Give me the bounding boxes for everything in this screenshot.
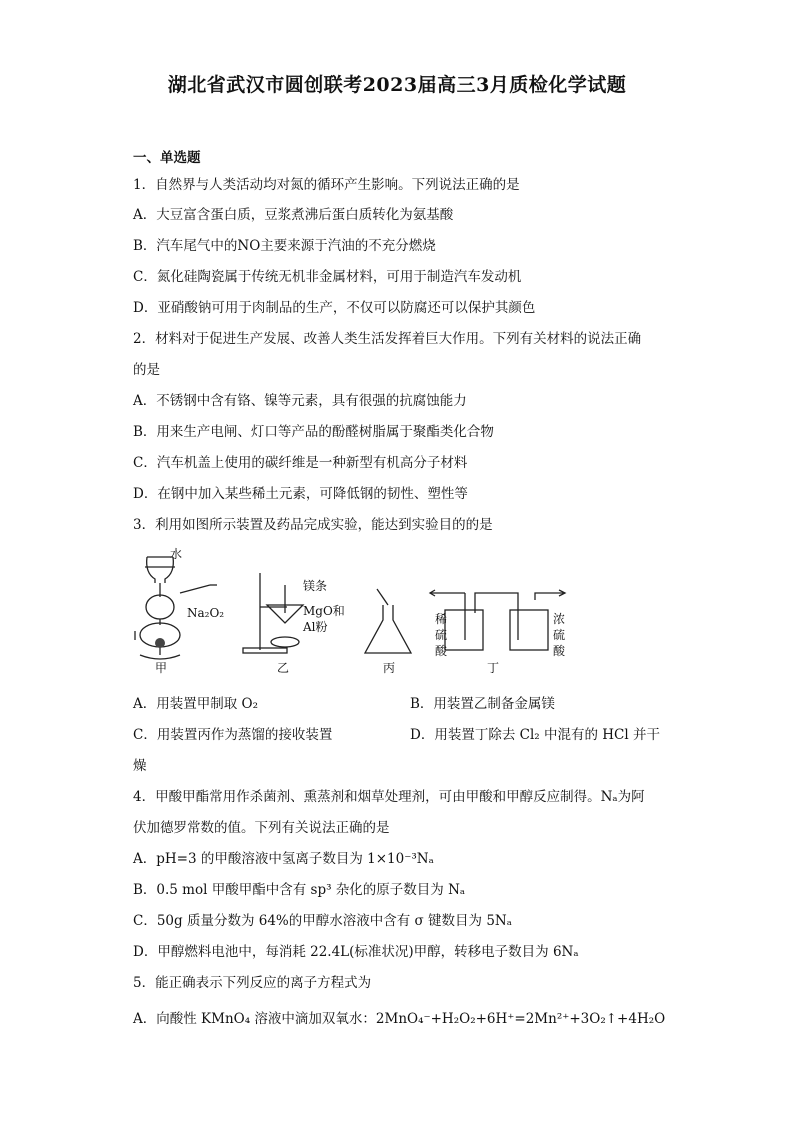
q4-stem-line2: 伏加德罗常数的值。下列有关说法正确的是 bbox=[133, 820, 390, 836]
q2-option-c: C．汽车机盖上使用的碳纤维是一种新型有机高分子材料 bbox=[133, 455, 468, 471]
q3-option-a: A．用装置甲制取 O₂ bbox=[133, 696, 259, 712]
label-ding: 丁 bbox=[487, 661, 500, 675]
label-yi: 乙 bbox=[277, 661, 290, 675]
apparatus-figure bbox=[125, 545, 585, 680]
label-water: 水 bbox=[170, 547, 183, 561]
q2-option-b: B．用来生产电闸、灯口等产品的酚醛树脂属于聚酯类化合物 bbox=[133, 424, 494, 440]
q3-option-b: B．用装置乙制备金属镁 bbox=[410, 696, 555, 712]
q1-option-c: C．氮化硅陶瓷属于传统无机非金属材料，可用于制造汽车发动机 bbox=[133, 269, 522, 285]
q1-option-a: A．大豆富含蛋白质，豆浆煮沸后蛋白质转化为氨基酸 bbox=[133, 207, 454, 223]
label-jia: 甲 bbox=[155, 661, 168, 675]
q5-stem: 5．能正确表示下列反应的离子方程式为 bbox=[133, 975, 372, 991]
q4-option-a: A．pH=3 的甲酸溶液中氢离子数目为 1×10⁻³Nₐ bbox=[133, 851, 434, 867]
label-dilute-1: 稀 bbox=[435, 612, 448, 626]
label-conc-1: 浓 bbox=[553, 612, 566, 626]
q2-stem-line1: 2．材料对于促进生产发展、改善人类生活发挥着巨大作用。下列有关材料的说法正确 bbox=[133, 331, 642, 347]
q3-stem: 3．利用如图所示装置及药品完成实验，能达到实验目的的是 bbox=[133, 517, 493, 533]
label-mgo-al-1: MgO和 bbox=[303, 604, 345, 618]
label-dilute-3: 酸 bbox=[435, 644, 448, 658]
section-heading: 一、单选题 bbox=[133, 150, 201, 166]
page-title: 湖北省武汉市圆创联考2023届高三3月质检化学试题 bbox=[167, 74, 627, 96]
apparatus-yi bbox=[243, 573, 303, 653]
label-mg-strip: 镁条 bbox=[303, 579, 328, 593]
q2-stem-line2: 的是 bbox=[133, 362, 160, 378]
label-conc-2: 硫 bbox=[553, 628, 566, 642]
q1-stem: 1．自然界与人类活动均对氮的循环产生影响。下列说法正确的是 bbox=[133, 177, 520, 193]
q1-option-d: D．亚硝酸钠可用于肉制品的生产，不仅可以防腐还可以保护其颜色 bbox=[133, 300, 536, 316]
q4-option-b: B．0.5 mol 甲酸甲酯中含有 sp³ 杂化的原子数目为 Nₐ bbox=[133, 882, 466, 898]
q3-option-d: D．用装置丁除去 Cl₂ 中混有的 HCl 并干 bbox=[410, 727, 660, 743]
q2-option-a: A．不锈钢中含有铬、镍等元素，具有很强的抗腐蚀能力 bbox=[133, 393, 467, 409]
q4-option-d: D．甲醇燃料电池中，每消耗 22.4L(标准状况)甲醇，转移电子数目为 6Nₐ bbox=[133, 944, 579, 960]
q5-option-a: A．向酸性 KMnO₄ 溶液中滴加双氧水：2MnO₄⁻+H₂O₂+6H⁺=2Mn²⁺+3O₂↑+4H₂O bbox=[133, 1011, 666, 1027]
label-bing: 丙 bbox=[383, 661, 396, 675]
label-mgo-al-2: Al粉 bbox=[303, 620, 328, 634]
q3-option-c: C．用装置丙作为蒸馏的接收装置 bbox=[133, 727, 333, 743]
q2-option-d: D．在钢中加入某些稀土元素，可降低钢的韧性、塑性等 bbox=[133, 486, 468, 502]
apparatus-ding bbox=[430, 590, 565, 650]
label-conc-3: 酸 bbox=[553, 644, 566, 658]
q1-option-b: B．汽车尾气中的NO主要来源于汽油的不充分燃烧 bbox=[133, 238, 436, 254]
q4-stem-line1: 4．甲酸甲酯常用作杀菌剂、熏蒸剂和烟草处理剂，可由甲酸和甲醇反应制得。Nₐ为阿 bbox=[133, 789, 645, 805]
q3-option-d-cont: 燥 bbox=[133, 758, 147, 774]
label-na2o2: Na₂O₂ bbox=[187, 606, 225, 620]
apparatus-bing bbox=[365, 589, 411, 653]
q4-option-c: C．50g 质量分数为 64%的甲醇水溶液中含有 σ 键数目为 5Nₐ bbox=[133, 913, 512, 929]
label-dilute-2: 硫 bbox=[435, 628, 448, 642]
